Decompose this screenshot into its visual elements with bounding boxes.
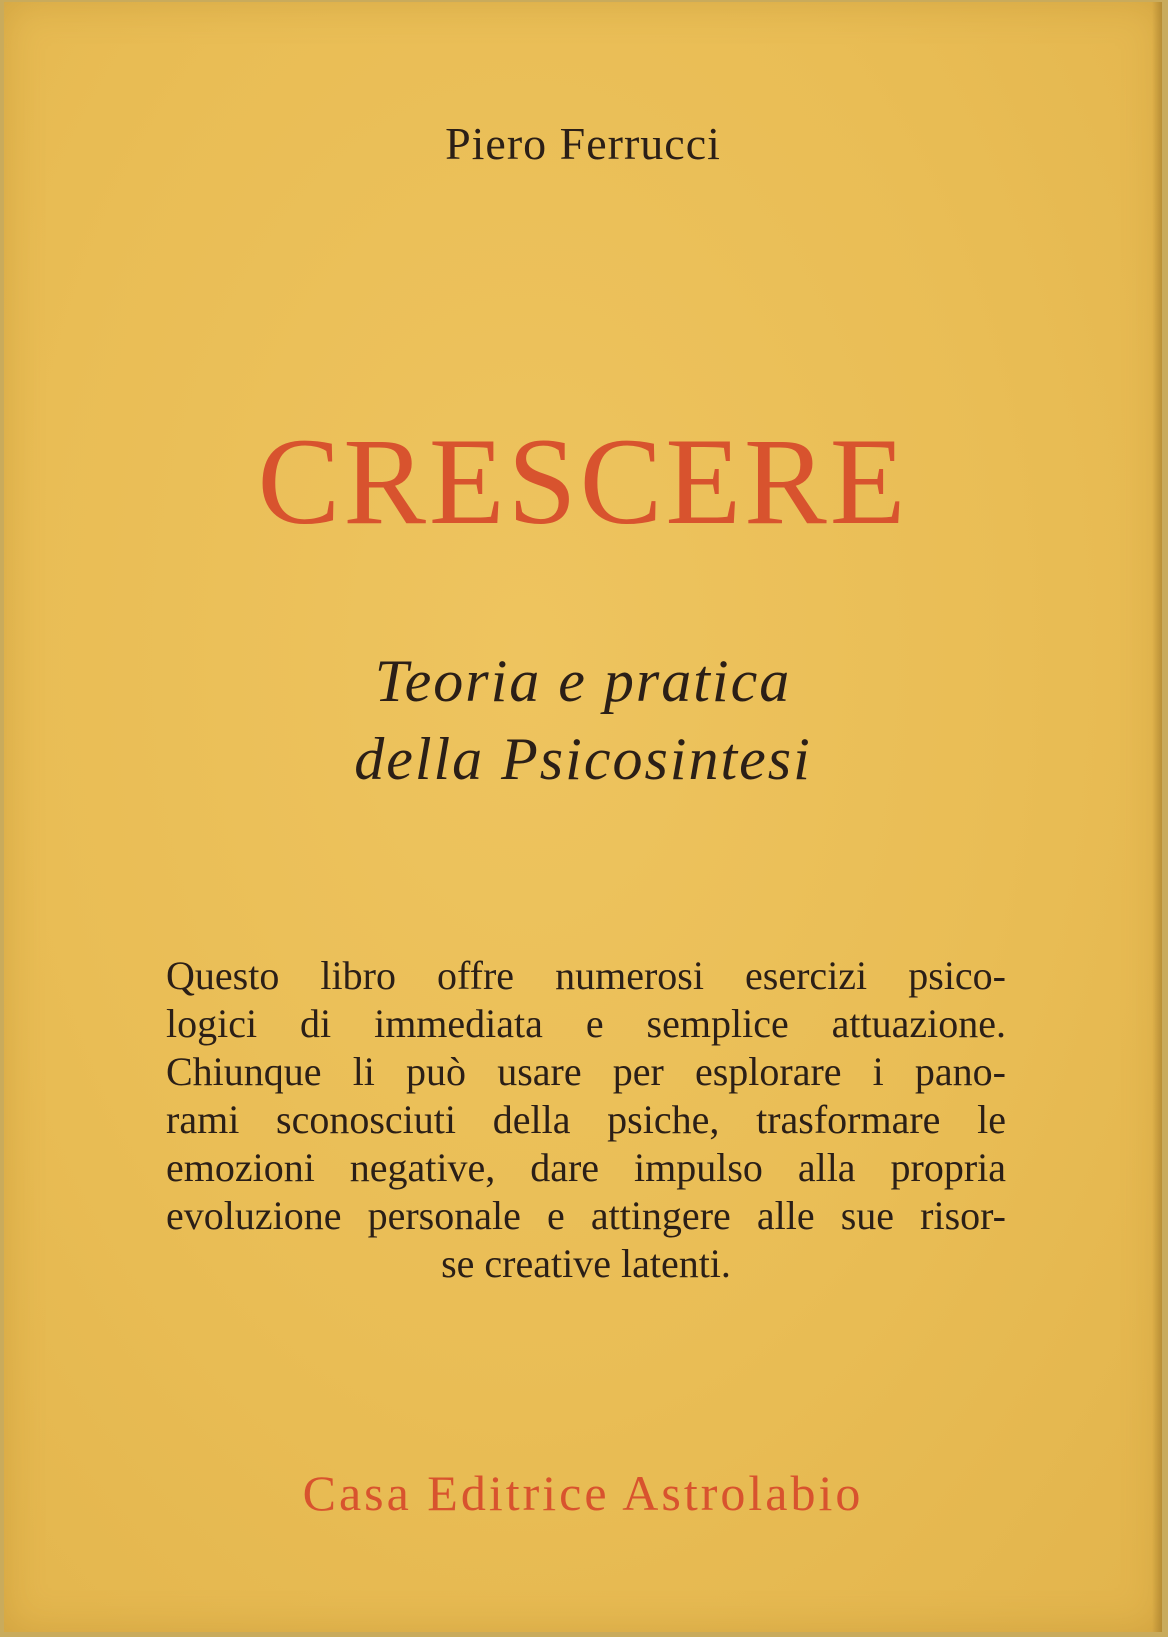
- subtitle-line: della Psicosintesi: [354, 726, 812, 792]
- blurb-line: emozioni negative, dare impulso alla propria: [166, 1145, 1006, 1190]
- cover-edge-shadow: [1152, 2, 1162, 1632]
- blurb-line: se creative latenti.: [441, 1241, 731, 1286]
- blurb-line: rami sconosciuti della psiche, trasformare le: [166, 1097, 1006, 1142]
- blurb-line: Chiunque li può usare per esplorare i pano-: [166, 1049, 1006, 1094]
- book-cover: [4, 2, 1162, 1632]
- subtitle-line: Teoria e pratica: [374, 648, 792, 714]
- publisher-name: Casa Editrice Astrolabio: [302, 1465, 864, 1521]
- blurb-line: Questo libro offre numerosi esercizi psico-: [166, 953, 1006, 998]
- blurb-line: logici di immediata e semplice attuazione.: [166, 1001, 1006, 1046]
- cover-blurb: [166, 952, 1006, 1288]
- book-title: CRESCERE: [257, 413, 909, 550]
- author-name: Piero Ferrucci: [445, 118, 721, 169]
- book-subtitle: [4, 642, 1162, 798]
- blurb-line: evoluzione personale e attingere alle sue risor-: [166, 1193, 1006, 1238]
